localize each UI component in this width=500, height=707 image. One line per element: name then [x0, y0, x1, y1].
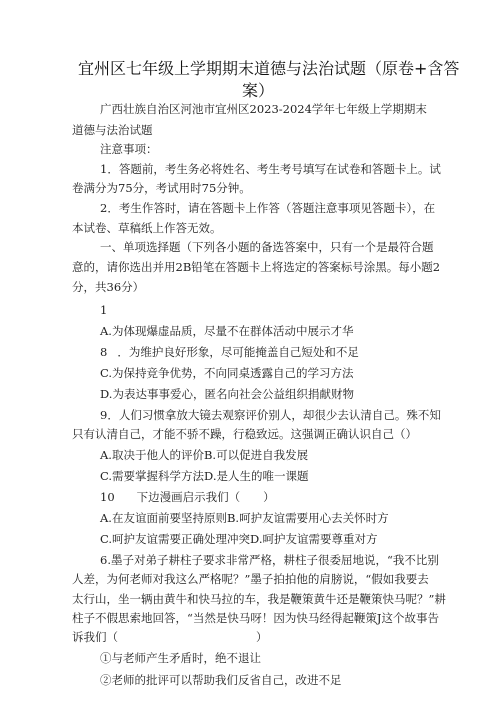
notice1-line-1: 1．答题前，考生务必将姓名、考生考号填写在试卷和答题卡上。试: [100, 162, 441, 176]
q8-number: 8: [100, 345, 108, 359]
q6-line-2: 人差，为何老师对我这么严格呢？”墨子拍拍他的肩膀说，“假如我要去: [72, 572, 429, 586]
q1-option-a: A.为体现爆虚品质，尽量不在群体活动中展示才华: [100, 324, 354, 338]
q10-line: [100, 489, 275, 505]
q9-line-1: 9．人们习惯拿放大镜去观察评价别人，却很少去认清自己。殊不知: [100, 408, 441, 422]
q9-option-a: A.取决于他人的评价B.可以促进自我发展: [100, 448, 309, 462]
section1-line-1: 一、单项选择题（下列各小题的备选答案中，只有一个是最符合题: [100, 240, 434, 254]
q6-item-2: ②老师的批评可以帮助我们反省自己，改进不足: [100, 673, 342, 687]
header-line-2: 道德与法治试题: [72, 123, 153, 137]
q6-line-3: 太行山，坐一辆由黄牛和快马拉的车，我是鞭策黄牛还是鞭策快马呢？”耕: [72, 592, 446, 606]
q6-line-4: 柱子不假思索地回答，“当然是快马呀！因为快马经得起鞭策J这个故事告: [72, 611, 439, 625]
q9-line-2: 只有认清自己，才能不骄不躁，行稳致远。这强调正确认识自己（）: [72, 427, 417, 441]
document-title: [78, 58, 460, 102]
q6-line-1: 6.墨子对弟子耕柱子要求非常严格，耕柱子很委屈地说，“我不比别: [100, 553, 439, 567]
q9-option-c: C.需要掌握科学方法D.是人生的唯一课题: [100, 469, 309, 483]
notice2-line-1: 2．考生作答时，请在答题卡上作答（答题注意事项见答题卡），在: [100, 201, 436, 215]
section1-line-3: 分，共36分）: [72, 280, 145, 294]
title-line-1: 宜州区七年级上学期期末道德与法治试题（原卷+含答: [78, 59, 460, 78]
q10-number: 10: [100, 490, 115, 504]
q10-option-a: A.在友谊面前要坚持原则B.呵护友谊需要用心去关怀时方: [100, 511, 389, 525]
q6-item-1: ①与老师产生矛盾时，绝不退让: [100, 651, 261, 665]
q6-line-5: 诉我们（ ）: [72, 630, 268, 644]
section1-line-2: 意的，请你选出并用2B铅笔在答题卡上将选定的答案标号涂黑。每小题2: [72, 260, 441, 274]
q8-option-d: D.为表达事事爱心，匿名向社会公益组织捐献财物: [100, 387, 354, 401]
header-line-1: 广西壮族自治区河池市宜州区2023-2024学年七年级上学期期末: [100, 102, 427, 116]
q8-option-c: C.为保持竞争优势，不向同桌透露自己的学习方法: [100, 366, 354, 380]
q10-option-c: C.呵护友谊需要正确处理冲突D.呵护友谊需要尊重对方: [100, 532, 378, 546]
notice1-line-2: 卷满分为75分，考试用时75分钟。: [72, 181, 251, 195]
q1-number: 1: [100, 303, 108, 317]
notice-title: 注意事项：: [100, 142, 158, 156]
title-line-2: 案）: [241, 81, 274, 100]
q8-line: [100, 344, 359, 360]
q10-text: 下边漫画启示我们（ ）: [136, 490, 275, 504]
q8-text: ．为维护良好形象，尽可能掩盖自己短处和不足: [117, 345, 359, 359]
notice2-line-2: 本试卷、草稿纸上作答无效。: [72, 221, 222, 235]
